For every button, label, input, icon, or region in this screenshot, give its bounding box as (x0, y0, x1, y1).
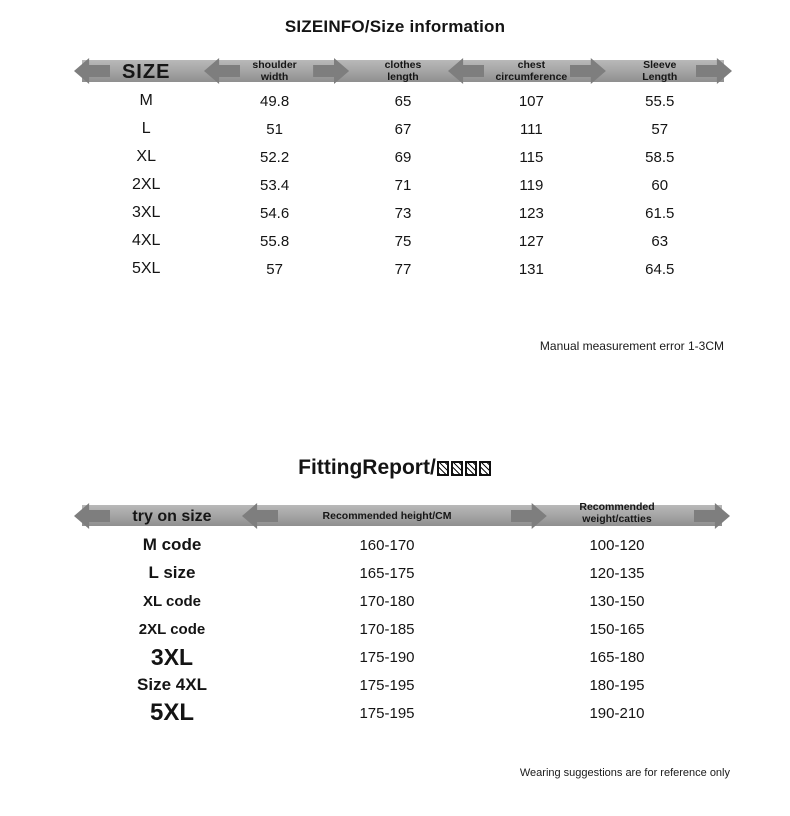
sleeve-cell: 63 (651, 232, 669, 250)
height-cell: 165-175 (359, 564, 415, 582)
weight-cell: 180-195 (589, 676, 645, 694)
wearing-suggestion-note: Wearing suggestions are for reference only (519, 767, 730, 779)
height-cell: 175-190 (359, 648, 415, 666)
col-header-height: Recommended height/CM (322, 509, 452, 522)
missing-glyph-box (451, 461, 463, 476)
chest-cell: 107 (518, 92, 544, 110)
table-row (82, 115, 724, 143)
height-cell: 170-185 (359, 620, 415, 638)
fitting-table-header-row (82, 501, 722, 526)
size-table-body (82, 87, 724, 283)
clothes-cell: 75 (394, 232, 412, 250)
table-row (82, 587, 722, 615)
col-header-shoulder: shoulder width (252, 59, 297, 83)
table-row (82, 87, 724, 115)
sleeve-cell: 55.5 (645, 92, 675, 110)
fitting-report-title (0, 456, 790, 480)
size-cell: 5XL (131, 260, 161, 277)
clothes-cell: 67 (394, 120, 412, 138)
table-row (82, 531, 722, 559)
shoulder-cell: 55.8 (259, 232, 290, 250)
weight-cell: 100-120 (589, 536, 645, 554)
col-header-chest: chest circumference (495, 59, 568, 83)
shoulder-cell: 53.4 (259, 176, 290, 194)
col-header-weight: Recommended weight/catties (579, 501, 655, 525)
fitting-table-header-ribbon (82, 501, 722, 526)
table-row (82, 671, 722, 699)
clothes-cell: 65 (394, 92, 412, 110)
chest-cell: 111 (519, 120, 543, 138)
size-cell: XL code (142, 592, 202, 610)
weight-cell: 130-150 (589, 592, 645, 610)
sleeve-cell: 58.5 (645, 148, 675, 166)
size-cell: 2XL code (138, 620, 206, 638)
size-cell: 2XL (131, 176, 161, 193)
missing-glyph-box (465, 461, 477, 476)
fitting-table-body (82, 531, 722, 727)
col-header-size: SIZE (121, 60, 171, 83)
sleeve-cell: 64.5 (645, 260, 675, 278)
table-row (82, 227, 724, 255)
missing-glyph-box (437, 461, 449, 476)
col-header-try-on-size: try on size (132, 507, 212, 525)
size-cell: 3XL (131, 204, 161, 221)
clothes-cell: 77 (394, 260, 412, 278)
height-cell: 170-180 (359, 592, 415, 610)
weight-cell: 150-165 (589, 620, 645, 638)
size-cell: Size 4XL (137, 675, 207, 694)
shoulder-cell: 49.8 (259, 92, 290, 110)
clothes-cell: 71 (394, 176, 412, 194)
missing-glyph-box (479, 461, 491, 476)
size-cell: L (141, 120, 151, 137)
size-table (82, 60, 724, 353)
shoulder-cell: 57 (266, 260, 283, 278)
chest-cell: 123 (518, 204, 544, 222)
table-row (82, 615, 722, 643)
table-row (82, 143, 724, 171)
size-table-title: SIZEINFO/Size information (284, 17, 506, 36)
size-cell: 3XL (150, 643, 194, 670)
size-cell: XL (136, 148, 156, 165)
table-row (82, 171, 724, 199)
clothes-cell: 73 (394, 204, 412, 222)
size-cell: M code (142, 535, 202, 554)
shoulder-cell: 51 (266, 120, 283, 138)
sleeve-cell: 60 (651, 176, 669, 194)
col-header-clothes: clothes length (384, 59, 422, 83)
table-row (82, 255, 724, 283)
size-cell: L size (148, 563, 196, 582)
size-table-header-row (82, 60, 724, 82)
weight-cell: 190-210 (589, 704, 645, 722)
table-row (82, 199, 724, 227)
chest-cell: 131 (518, 260, 544, 278)
height-cell: 175-195 (359, 704, 415, 722)
fitting-report-title-text: FittingReport/ (298, 456, 436, 479)
shoulder-cell: 54.6 (259, 204, 290, 222)
chest-cell: 119 (519, 176, 544, 194)
size-table-header-ribbon (82, 60, 724, 82)
measurement-error-note: Manual measurement error 1-3CM (539, 339, 724, 353)
size-cell: M (139, 92, 153, 109)
table-row (82, 643, 722, 671)
clothes-cell: 69 (394, 148, 412, 166)
table-row (82, 559, 722, 587)
fitting-table (82, 501, 730, 779)
table-row (82, 699, 722, 727)
sleeve-cell: 61.5 (645, 204, 675, 222)
size-cell: 5XL (149, 699, 194, 726)
height-cell: 160-170 (359, 536, 415, 554)
sleeve-cell: 57 (651, 120, 669, 138)
size-cell: 4XL (131, 232, 161, 249)
height-cell: 175-195 (359, 676, 415, 694)
weight-cell: 120-135 (589, 564, 645, 582)
weight-cell: 165-180 (589, 648, 645, 666)
chest-cell: 127 (518, 232, 544, 250)
chest-cell: 115 (519, 148, 544, 166)
col-header-sleeve: Sleeve Length (642, 59, 678, 83)
shoulder-cell: 52.2 (259, 148, 290, 166)
